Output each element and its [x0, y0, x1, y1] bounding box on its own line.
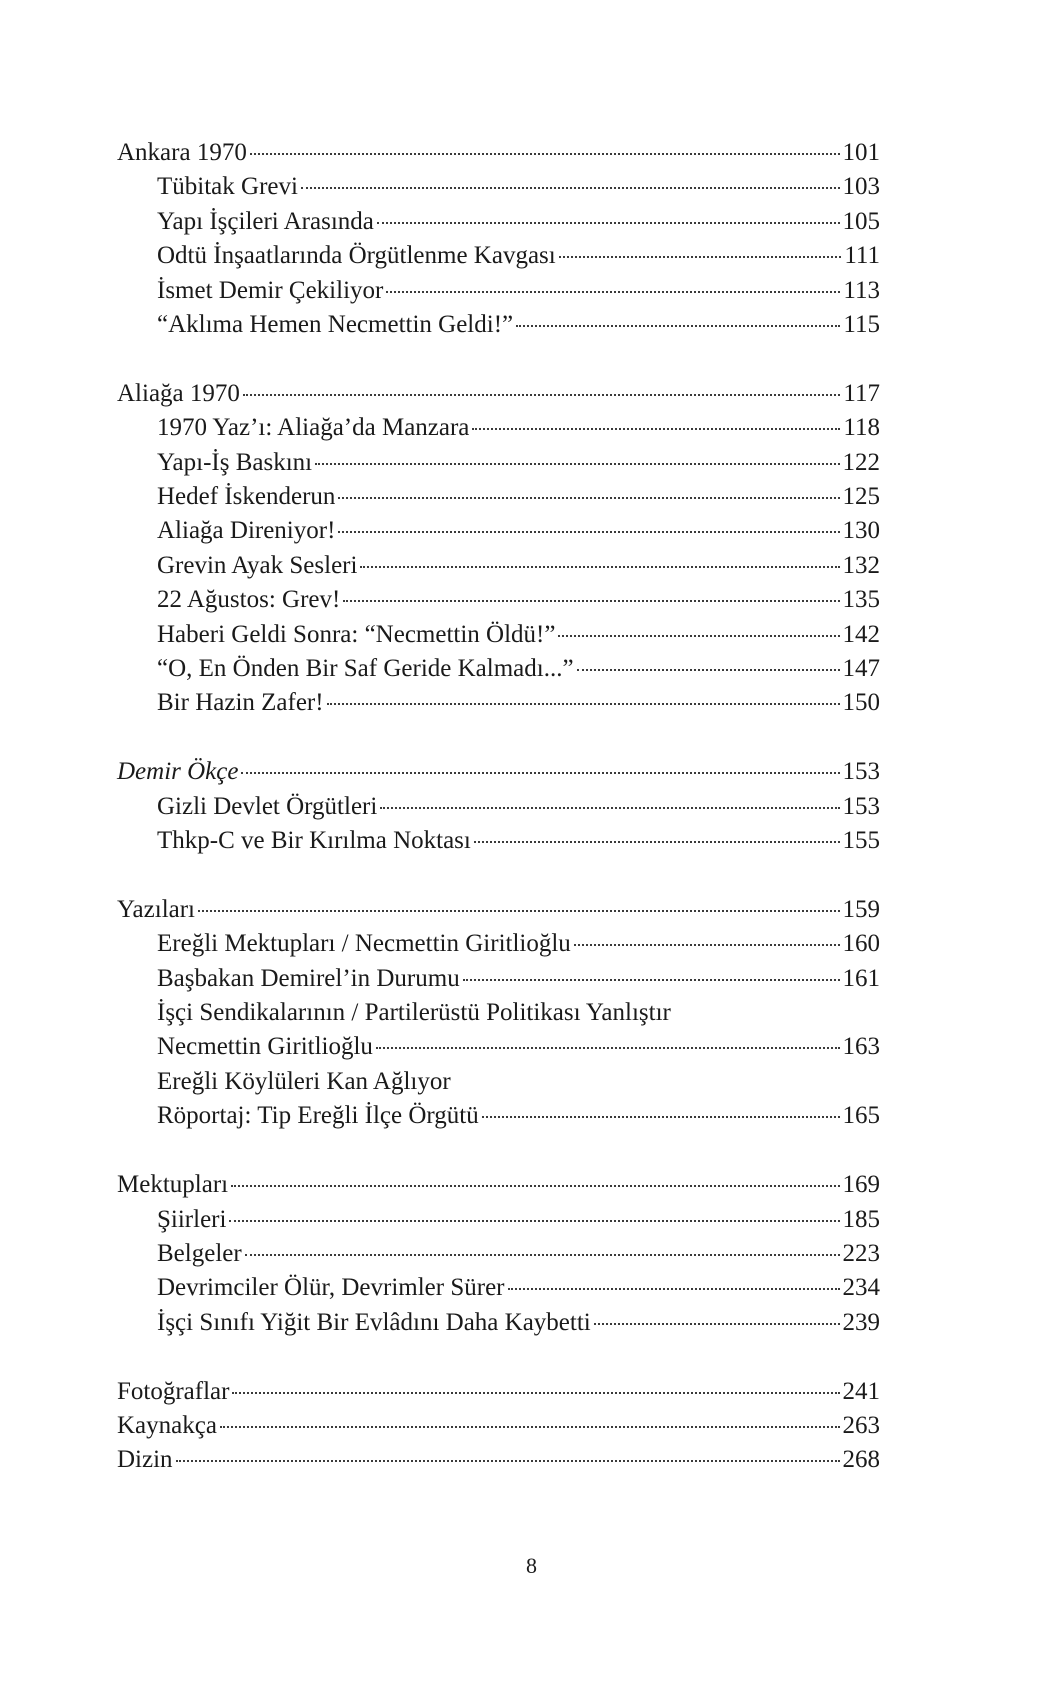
entry-title: Röportaj: Tip Ereğli İlçe Örgütü [157, 1102, 479, 1130]
entry-title: Gizli Devlet Örgütleri [157, 792, 378, 820]
dot-leader [482, 1116, 840, 1118]
entry-title: Kaynakça [117, 1412, 217, 1439]
dot-leader [198, 910, 839, 912]
toc-subsection-entry [117, 514, 880, 548]
dot-leader [301, 187, 840, 189]
dot-leader [386, 291, 840, 293]
entry-page-number: 113 [843, 276, 880, 304]
entry-title: Ereğli Mektupları / Necmettin Giritlioğlu [157, 930, 571, 958]
dot-leader [231, 1185, 839, 1187]
toc-subsection-entry [117, 927, 880, 961]
entry-page-number: 223 [842, 1239, 880, 1267]
entry-title: Grevin Ayak Sesleri [157, 551, 358, 579]
entry-page-number: 115 [843, 310, 880, 338]
toc-subsection-entry [117, 652, 880, 686]
entry-page-number: 169 [842, 1171, 880, 1199]
toc-subsection-entry [117, 996, 880, 1030]
toc-subsection-entry [117, 411, 880, 445]
entry-page-number: 153 [842, 758, 880, 786]
entry-page-number: 159 [842, 895, 880, 923]
toc-section [117, 893, 880, 1134]
toc-subsection-entry [117, 1237, 880, 1271]
entry-page-number: 142 [842, 620, 880, 648]
entry-page-number: 117 [843, 379, 880, 407]
entry-title: Hedef İskenderun [157, 483, 336, 511]
toc-subsection-entry [117, 1099, 880, 1133]
toc-subsection-entry [117, 1030, 880, 1064]
dot-leader [516, 325, 840, 327]
dot-leader [245, 1254, 840, 1256]
entry-title: Yapı İşçileri Arasında [157, 207, 374, 235]
dot-leader [241, 772, 839, 774]
entry-page-number: 239 [842, 1308, 880, 1336]
toc-subsection-entry [117, 480, 880, 514]
dot-leader [327, 703, 840, 705]
entry-title: İşçi Sendikalarının / Partilerüstü Politikası Yanlıştır [157, 999, 671, 1027]
dot-leader [574, 944, 840, 946]
entry-page-number: 101 [842, 139, 880, 166]
dot-leader [380, 807, 839, 809]
dot-leader [220, 1426, 840, 1428]
toc-subsection-entry [117, 686, 880, 720]
entry-page-number: 122 [842, 448, 880, 476]
entry-page-number: 161 [842, 964, 880, 992]
entry-title: Şiirleri [157, 1205, 227, 1233]
entry-page-number: 103 [842, 173, 880, 201]
toc-subsection-entry [117, 583, 880, 617]
toc-subsection-entry [117, 1306, 880, 1340]
dot-leader [463, 979, 840, 981]
entry-title: Yazıları [117, 895, 196, 923]
dot-leader [472, 428, 840, 430]
entry-title: İsmet Demir Çekiliyor [157, 276, 384, 304]
dot-leader [243, 394, 841, 396]
entry-title: Dizin [117, 1446, 173, 1474]
toc-subsection-entry [117, 205, 880, 239]
toc-subsection-entry [117, 1203, 880, 1237]
toc-subsection-entry [117, 618, 880, 652]
entry-title: İşçi Sınıfı Yiğit Bir Evlâdını Daha Kaybetti [157, 1308, 591, 1336]
toc-subsection-entry [117, 962, 880, 996]
dot-leader [229, 1220, 839, 1222]
toc-subsection-entry [117, 1065, 880, 1099]
entry-page-number: 160 [842, 930, 880, 958]
entry-title: Demir Ökçe [117, 758, 239, 786]
toc-chapter-entry [117, 1443, 880, 1477]
entry-page-number: 153 [842, 792, 880, 820]
dot-leader [474, 841, 840, 843]
entry-title: Aliağa Direniyor! [157, 517, 336, 545]
dot-leader [577, 669, 840, 671]
toc-subsection-entry [117, 239, 880, 273]
entry-page-number: 130 [842, 517, 880, 545]
entry-page-number: 165 [842, 1102, 880, 1130]
entry-title: Odtü İnşaatlarında Örgütlenme Kavgası [157, 242, 556, 270]
entry-title: 22 Ağustos: Grev! [157, 586, 341, 614]
toc-chapter-entry [117, 136, 880, 170]
entry-title: Başbakan Demirel’in Durumu [157, 964, 460, 992]
toc-subsection-entry [117, 1271, 880, 1305]
page-number: 8 [526, 1553, 537, 1578]
dot-leader [377, 222, 840, 224]
entry-title: “O, En Önden Bir Saf Geride Kalmadı...” [157, 654, 574, 682]
toc-section [117, 377, 880, 721]
entry-page-number: 263 [842, 1412, 880, 1439]
entry-page-number: 132 [842, 551, 880, 579]
toc-subsection-entry [117, 170, 880, 204]
dot-leader [594, 1323, 840, 1325]
toc-subsection-entry [117, 824, 880, 858]
dot-leader [176, 1460, 840, 1462]
dot-leader [315, 463, 839, 465]
toc-chapter-entry [117, 755, 880, 789]
entry-page-number: 241 [842, 1377, 880, 1405]
toc-chapter-entry [117, 377, 880, 411]
toc-subsection-entry [117, 446, 880, 480]
entry-title: Aliağa 1970 [117, 379, 240, 407]
toc-subsection-entry [117, 790, 880, 824]
dot-leader [508, 1288, 840, 1290]
entry-page-number: 155 [842, 827, 880, 855]
toc-chapter-entry [117, 893, 880, 927]
entry-page-number: 147 [842, 654, 880, 682]
table-of-contents [117, 136, 880, 1512]
toc-chapter-entry [117, 1168, 880, 1202]
toc-section [117, 1168, 880, 1340]
toc-section [117, 1375, 880, 1478]
entry-page-number: 150 [842, 689, 880, 717]
entry-title: Devrimciler Ölür, Devrimler Sürer [157, 1274, 505, 1302]
entry-title: Mektupları [117, 1171, 229, 1199]
entry-page-number: 118 [843, 414, 880, 442]
entry-title: Ankara 1970 [117, 139, 247, 166]
entry-title: Fotoğraflar [117, 1377, 230, 1405]
entry-title: Yapı-İş Baskını [157, 448, 313, 476]
entry-page-number: 125 [842, 483, 880, 511]
entry-title: 1970 Yaz’ı: Aliağa’da Manzara [157, 414, 470, 442]
dot-leader [250, 153, 840, 155]
entry-page-number: 105 [842, 207, 880, 235]
toc-chapter-entry [117, 1375, 880, 1409]
toc-subsection-entry [117, 274, 880, 308]
entry-page-number: 234 [842, 1274, 880, 1302]
entry-title: “Aklıma Hemen Necmettin Geldi!” [157, 310, 514, 338]
dot-leader [558, 635, 839, 637]
entry-page-number: 135 [842, 586, 880, 614]
toc-subsection-entry [117, 308, 880, 342]
dot-leader [376, 1047, 840, 1049]
entry-title: Thkp-C ve Bir Kırılma Noktası [157, 827, 471, 855]
entry-title: Ereğli Köylüleri Kan Ağlıyor [157, 1067, 451, 1095]
entry-title: Necmettin Giritlioğlu [157, 1033, 373, 1061]
toc-subsection-entry [117, 549, 880, 583]
dot-leader [360, 566, 839, 568]
dot-leader [338, 531, 839, 533]
toc-chapter-entry [117, 1409, 880, 1443]
entry-page-number: 111 [844, 242, 880, 270]
toc-section [117, 755, 880, 858]
entry-page-number: 268 [842, 1446, 880, 1474]
dot-leader [232, 1392, 839, 1394]
entry-title: Bir Hazin Zafer! [157, 689, 324, 717]
dot-leader [559, 256, 842, 258]
entry-title: Haberi Geldi Sonra: “Necmettin Öldü!” [157, 620, 556, 648]
entry-title: Tübitak Grevi [157, 173, 298, 201]
entry-page-number: 163 [842, 1033, 880, 1061]
toc-section [117, 136, 880, 342]
dot-leader [343, 600, 839, 602]
dot-leader [338, 497, 839, 499]
entry-page-number: 185 [842, 1205, 880, 1233]
entry-title: Belgeler [157, 1239, 242, 1267]
